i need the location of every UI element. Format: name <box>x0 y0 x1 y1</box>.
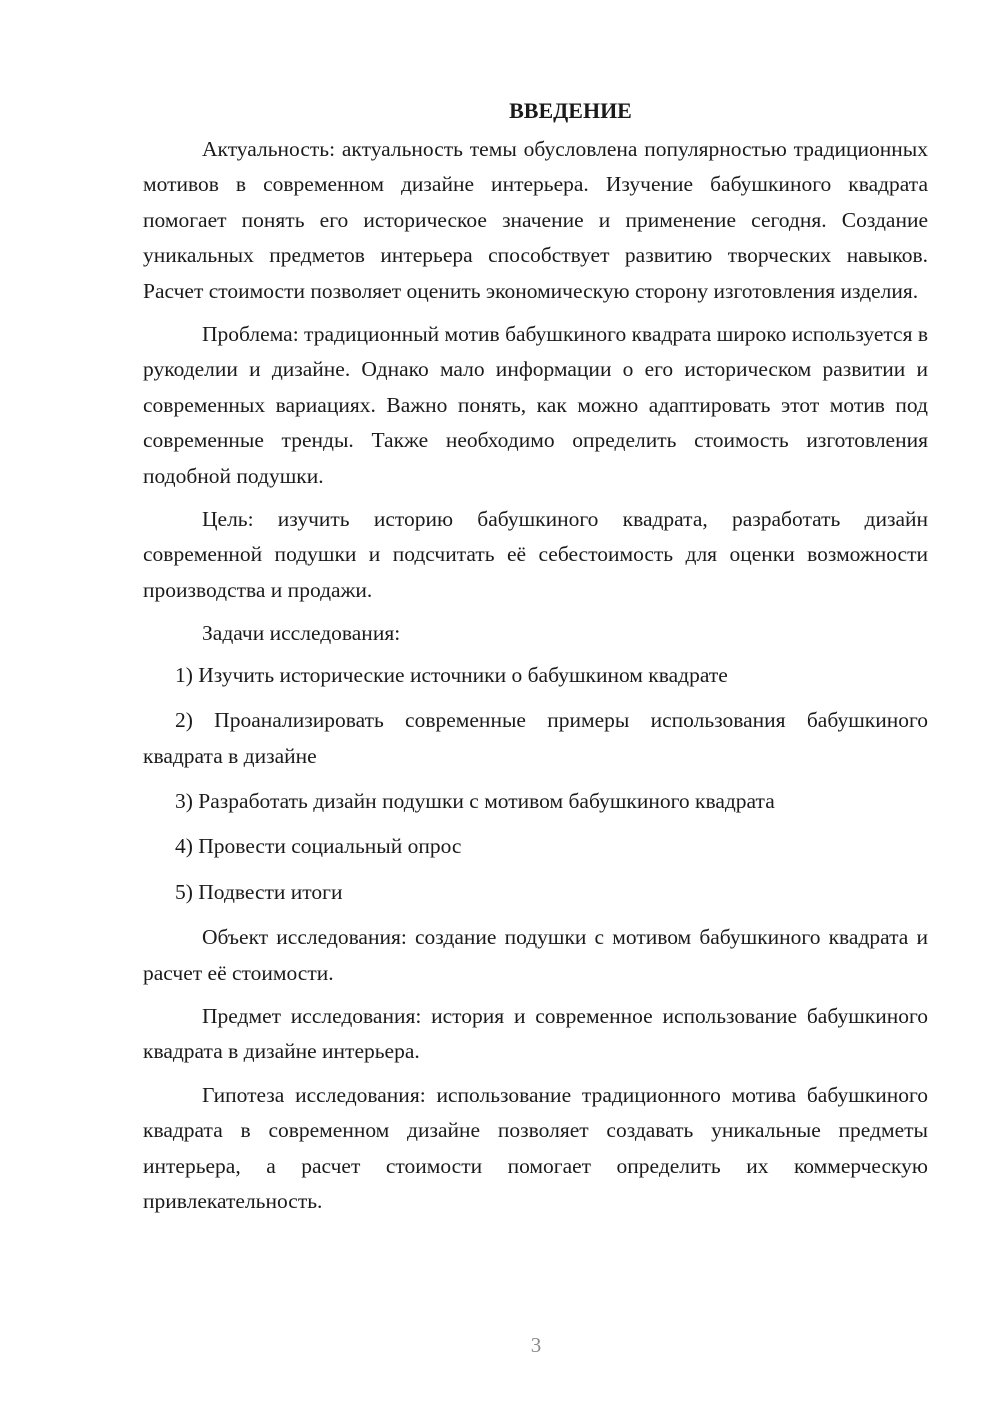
task-item-4: 4) Провести социальный опрос <box>175 834 462 859</box>
object-paragraph: Объект исследования: создание подушки с мотивом бабушкиного квадрата и расчет её стоимости. <box>143 925 928 985</box>
task-item-5: 5) Подвести итоги <box>175 879 343 904</box>
task-item-3: 3) Разработать дизайн подушки с мотивом бабушкиного квадрата <box>175 788 775 813</box>
problem-paragraph: Проблема: традиционный мотив бабушкиного квадрата широко используется в рукоделии и дизайне. Однако мало информации о его историческом развитии и современных вариациях. Важно понять, как можно адаптировать этот мотив под современные тренды. Также необходимо определить стоимость изготовления подобной подушки. <box>143 322 928 488</box>
page-content <box>143 93 928 1227</box>
task-item-1: 1) Изучить исторические источники о бабушкином квадрате <box>175 662 728 687</box>
tasks-heading: Задачи исследования: <box>202 621 401 646</box>
page-title: ВВЕДЕНИЕ <box>509 98 632 123</box>
hypothesis-paragraph: Гипотеза исследования: использование традиционного мотива бабушкиного квадрата в современном дизайне позволяет создавать уникальные предметы интерьера, а расчет стоимости помогает определить их коммерческую привлекательность. <box>143 1082 928 1213</box>
subject-paragraph: Предмет исследования: история и современное использование бабушкиного квадрата в дизайне интерьера. <box>143 1003 928 1064</box>
page-number: 3 <box>530 1333 542 1357</box>
task-item-2: 2) Проанализировать современные примеры использования бабушкиного квадрата в дизайне <box>143 708 928 768</box>
goal-paragraph: Цель: изучить историю бабушкиного квадрата, разработать дизайн современной подушки и подсчитать её себестоимость для оценки возможности производства и продажи. <box>143 507 928 602</box>
tasks-list <box>143 658 928 910</box>
relevance-paragraph: Актуальность: актуальность темы обусловлена популярностью традиционных мотивов в современном дизайне интерьера. Изучение бабушкиного квадрата помогает понять его историческое значение и применение сегодня. Создание уникальных предметов интерьера способствует развитию творческих навыков. Расчет стоимости позволяет оценить экономическую сторону изготовления изделия. <box>143 137 928 303</box>
